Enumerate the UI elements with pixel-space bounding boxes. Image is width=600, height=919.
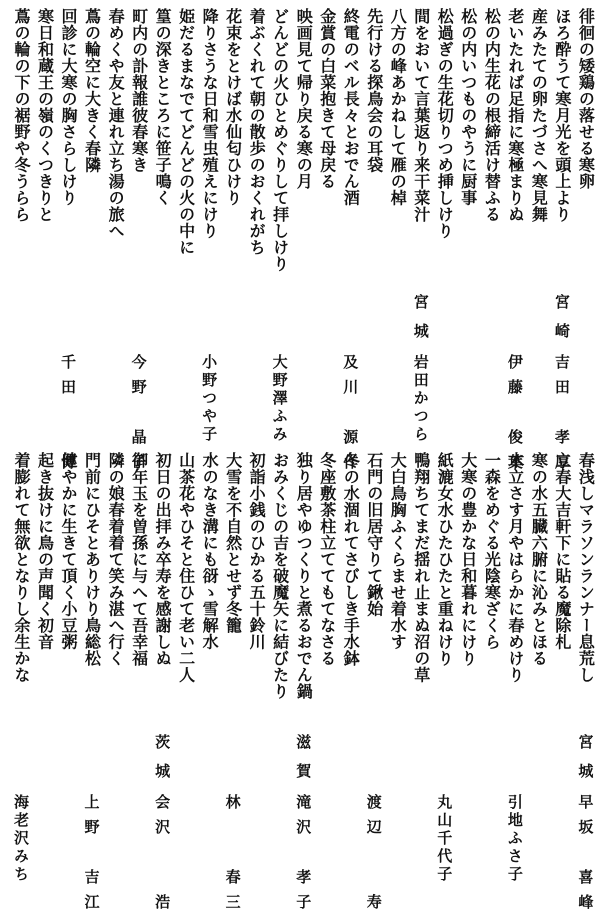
haiku-text: 門前にひそとありけり鳥総松 [82,452,102,667]
haiku-text: 一森をめぐる光陰寒ざくら [482,452,502,650]
haiku-text: 冬座敷茶柱立ててもてなさる [317,452,337,667]
haiku-text: 松過ぎの生花切りつめ挿しけり [435,8,455,239]
prefecture-label: 滋賀 [294,734,313,792]
haiku-text: 紙漉女水ひたひたと重ねけり [435,452,455,667]
haiku-text: 降りさうな日和雪虫殖えにけり [200,8,220,239]
haiku-text: 映画見て帰り戻る寒の月 [294,8,314,190]
author-name: 林 春三 [223,794,242,919]
author-name: 小野つや子 [200,354,219,444]
author-name: 大野澤ふみ [270,354,289,444]
haiku-text: 金賞の白菜抱きて母戻る [317,8,337,190]
haiku-text: 木立さす月やはらかに春めけり [505,452,525,683]
haiku-text: 寒の水五臓六腑に沁みとほる [529,452,549,667]
prefecture-label: 宮崎 [552,294,571,352]
author-name: 海老沢みち [12,794,30,884]
author-name: 千田 博 [59,354,78,479]
author-name: 丸山千代子 [435,794,454,884]
haiku-text: 蔦の輪空に大きく春隣 [82,8,102,173]
author-name: 引地ふさ子 [505,794,524,884]
haiku-text: 山茶花やひそと住ひて老い二人 [176,452,196,683]
haiku-text: 松の内生花の根締活け替ふる [482,8,502,223]
author-name: 早坂 喜峰 [576,794,595,919]
haiku-text: 徘徊の矮鶏の落せる寒卵 [576,8,596,190]
haiku-text: 春浅しマラソンランナー息荒し [576,452,596,683]
haiku-text: 健やかに生きて頂く小豆粥 [59,452,79,650]
haiku-text: 隣の娘春着着て笑み湛へ行く [106,452,126,667]
haiku-text: 冬の水涸れてさびしき手水鉢 [341,452,361,667]
author-name: 上野 吉江 [82,794,101,919]
haiku-column [6,8,30,432]
author-name: 渡辺 寿 [364,794,383,919]
haiku-text: ほろ酔うて寒月光を頭上より [552,8,572,223]
author-name: 滝沢 孝子 [294,794,313,919]
haiku-text: 蔦の輪の下の裾野や冬うらら [12,8,31,223]
haiku-block-bottom [6,452,596,919]
author-name: 会沢 浩 [153,794,172,919]
haiku-text: 八方の峰あかねして雁の棹 [388,8,408,206]
haiku-text: 着膨れて無欲となりし余生かな [12,452,31,683]
haiku-text: 立春大吉軒下に貼る魔除札 [552,452,572,650]
prefecture-label: 宮城 [411,294,430,352]
haiku-text: 回診に大寒の胸さらしけり [59,8,79,206]
haiku-text: 終電のベル長々とおでん酒 [341,8,361,206]
haiku-column [6,452,30,884]
haiku-block-top [6,8,596,479]
haiku-text: 産みたての卵たづさへ寒見舞 [529,8,549,223]
haiku-text: 水のなき溝にも谺ゝ雪解水 [200,452,220,650]
haiku-text: 先行ける探鳥会の耳袋 [364,8,384,173]
haiku-text: 初日の出拝み卒寿を感謝しぬ [153,452,173,667]
prefecture-label: 宮城 [576,734,595,792]
haiku-text: 着ぶくれて朝の散歩のおくれがち [247,8,267,256]
author-name: 岩田かつら [411,354,430,444]
haiku-text: 松の内いつものやうに厨事 [458,8,478,206]
haiku-text: 春めくや友と連れ立ち湯の旅へ [106,8,126,239]
haiku-text: 独り居やゆつくりと煮るおでん鍋 [294,452,314,700]
haiku-text: 石門の旧居守りて鍬始 [364,452,384,617]
haiku-text: 大寒の豊かな日和暮れにけり [458,452,478,667]
haiku-text: 篁の深きところに笹子鳴く [153,8,173,206]
haiku-text: 初詣小銭のひかる五十鈴川 [247,452,267,650]
author-name: 及川 源作 [341,354,360,479]
haiku-text: 老いたれば足指に寒極まりぬ [505,8,525,223]
haiku-text: 大白鳥胸ふくらませ着水す [388,452,408,650]
haiku-text: 姫だるまなでてどんどの火の中に [176,8,196,256]
haiku-text: 御年玉を曽孫に与へて吾幸福 [129,452,149,667]
author-name: 今野 晶子 [129,354,148,479]
haiku-text: 大雪を不自然とせず冬籠 [223,452,243,634]
haiku-text: 鴨翔ちてまだ揺れ止まぬ沼の草 [411,452,431,683]
haiku-text: 起き抜けに鳥の声聞く初音 [35,452,55,650]
author-name: 伊藤 俊葉 [505,354,524,479]
haiku-text: 寒日和蔵王の嶺のくつきりと [35,8,55,223]
prefecture-label: 茨城 [153,734,172,792]
haiku-text: 町内の訃報誰彼春寒き [129,8,149,173]
haiku-text: おみくじの吉を破魔矢に結びたり [270,452,290,700]
haiku-text: 間をおいて言葉返り来干菜汁 [411,8,431,223]
author-name: 吉田 孝厚 [552,354,571,479]
haiku-text: 花束をとけば水仙匂ひけり [223,8,243,206]
haiku-text: どんどの火ひとめぐりして拝しけり [270,8,290,272]
